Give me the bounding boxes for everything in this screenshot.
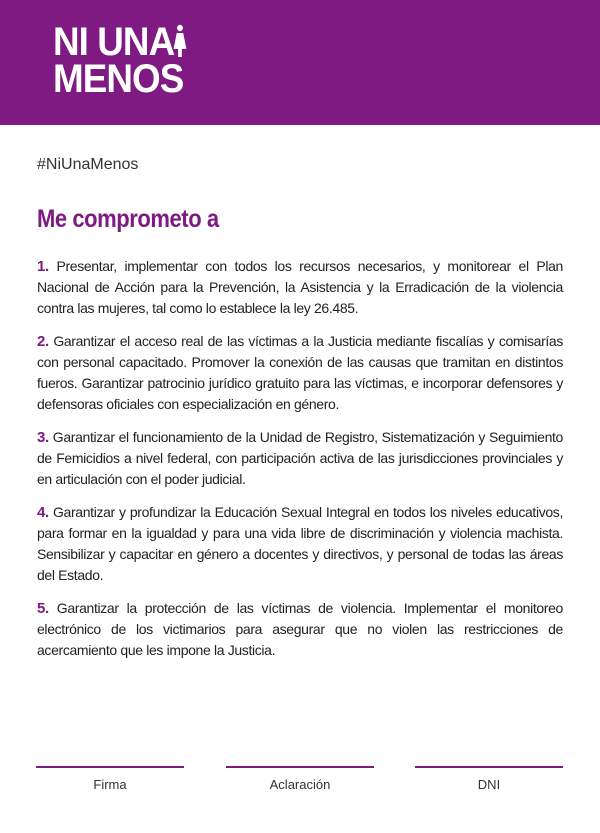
ni-una-menos-logo <box>53 20 187 101</box>
item-number: 2. <box>37 333 49 350</box>
item-text: Presentar, implementar con todos los recursos necesarios, y monitorear el Plan Nacional de Acción para la Prevención, la Asistencia y la Erradicación de la violencia contra las mujeres, tal como lo establece la ley 26.485. <box>37 258 563 316</box>
item-text: Garantizar y profundizar la Educación Sexual Integral en todos los niveles educativos, para formar en la igualdad y para una vida libre de discriminación y violencia machista. Sensibilizar y capacitar en género a docentes y directivos, y personal de todas las áreas del Estado. <box>37 504 563 583</box>
hashtag-text: #NiUnaMenos <box>37 156 139 173</box>
item-number: 3. <box>37 429 49 446</box>
signature-label: Aclaración <box>269 777 331 792</box>
signature-line <box>226 766 374 768</box>
logo-line-2: MENOS <box>53 57 184 101</box>
item-number: 5. <box>37 600 49 617</box>
commitment-item <box>37 256 563 319</box>
item-text: Garantizar la protección de las víctimas de violencia. Implementar el monitoreo electrónico de los victimarios para asegurar que no violen las restricciones de acercamiento que les impone la Justicia. <box>37 600 563 658</box>
commitment-item <box>37 427 563 490</box>
commitment-item <box>37 331 563 415</box>
commitment-item <box>37 598 563 661</box>
signature-label: DNI <box>477 777 501 792</box>
logo-line-1: NI UNA <box>53 20 175 64</box>
signature-field-aclaracion[interactable] <box>226 766 374 792</box>
item-number: 1. <box>37 258 49 275</box>
commitment-list <box>37 256 563 673</box>
commitment-item <box>37 502 563 586</box>
signature-line <box>415 766 563 768</box>
signature-field-firma[interactable] <box>36 766 184 792</box>
signature-line <box>36 766 184 768</box>
page-heading: Me comprometo a <box>37 205 219 233</box>
woman-figure-icon <box>172 24 187 58</box>
item-number: 4. <box>37 504 49 521</box>
header-banner <box>0 0 600 125</box>
signature-field-dni[interactable] <box>415 766 563 792</box>
signature-label: Firma <box>93 777 127 792</box>
item-text: Garantizar el acceso real de las víctimas a la Justicia mediante fiscalías y comisarías con personal capacitado. Promover la conexión de las causas que tramitan en distintos fueros. Garantizar patrocinio jurídico gratuito para las víctimas, e incorporar defensores y defensoras oficiales con especialización en género. <box>37 333 564 412</box>
item-text: Garantizar el funcionamiento de la Unidad de Registro, Sistematización y Seguimiento de Femicidios a nivel federal, con participación activa de las jurisdicciones provinciales y en articulación con el poder judicial. <box>37 429 563 487</box>
